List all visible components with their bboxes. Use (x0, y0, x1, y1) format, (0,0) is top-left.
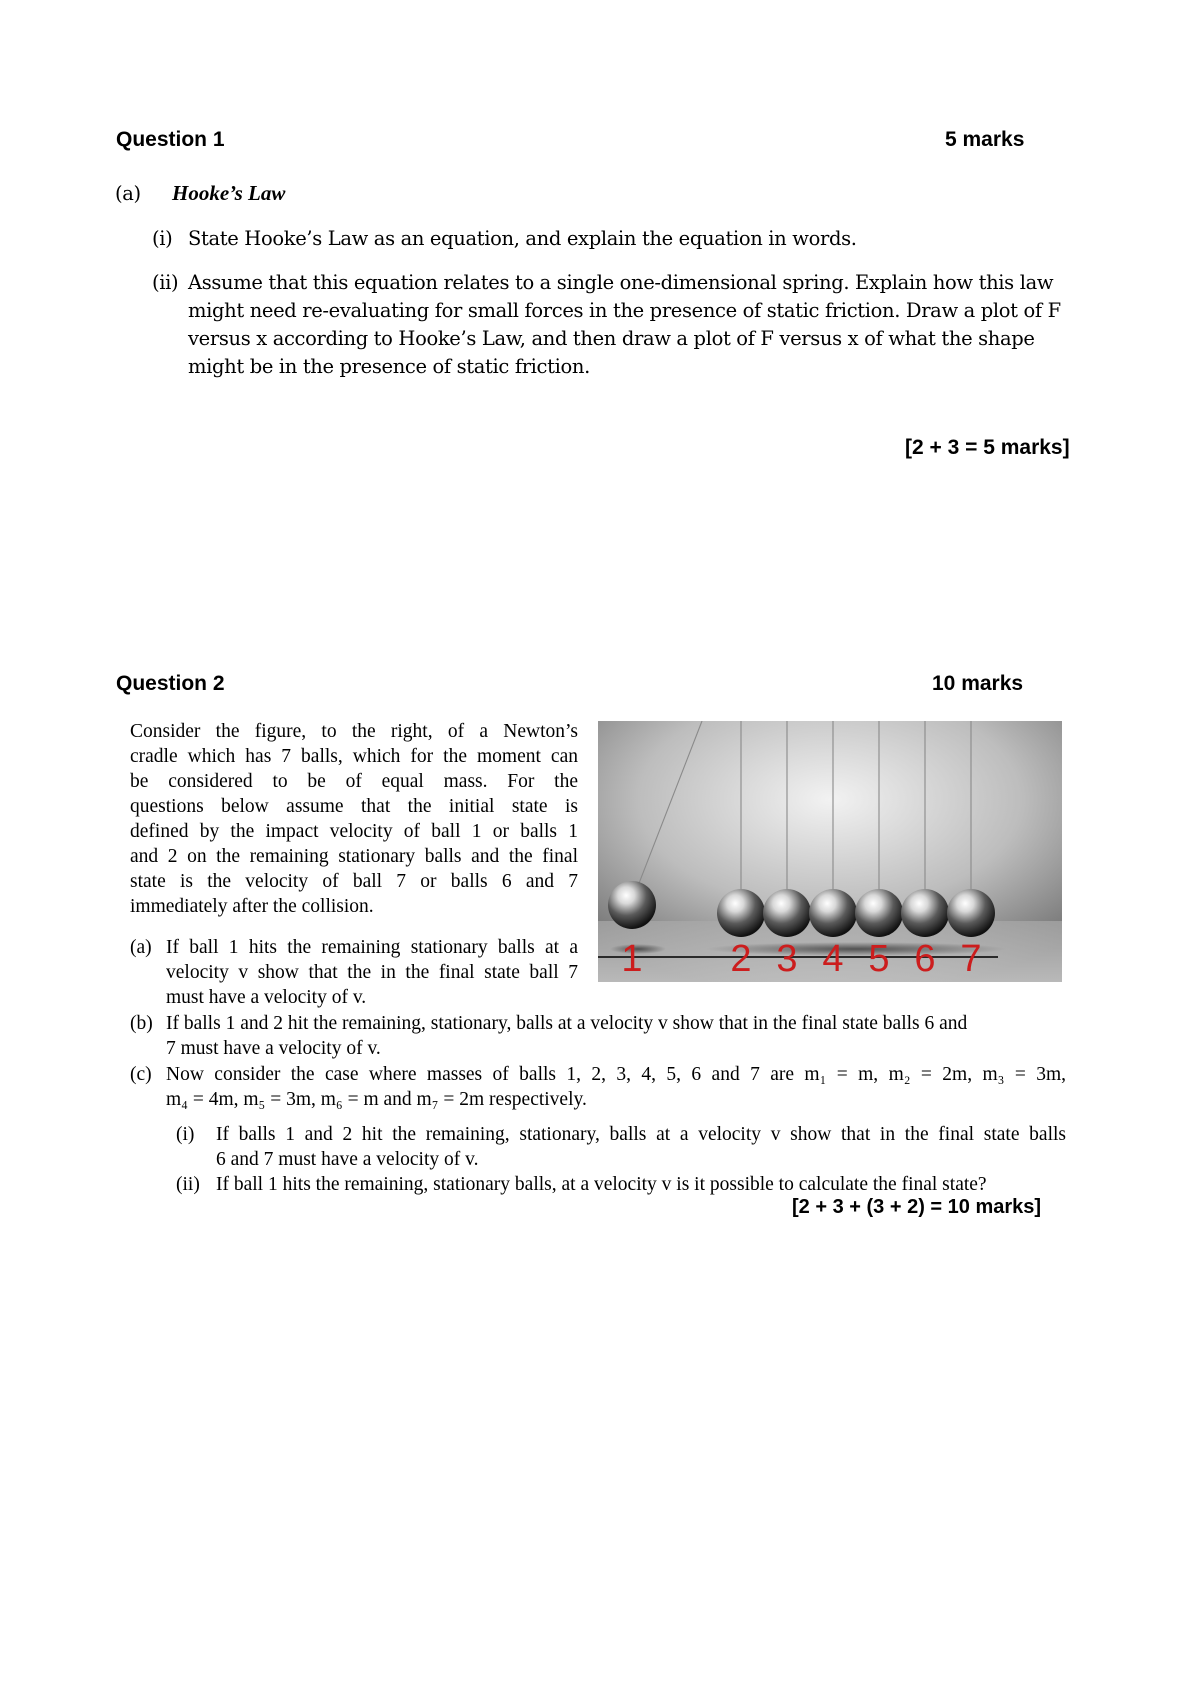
q1-part-a-label: (a) (115, 182, 141, 205)
ball-label-7: 7 (960, 938, 982, 980)
ball-label-1: 1 (621, 938, 643, 980)
q2-c-text (166, 1062, 1066, 1112)
ball-label-2: 2 (730, 938, 752, 980)
newtons-cradle-figure (598, 721, 1062, 982)
q2-c-line: m₄ = 4m, m₅ = 3m, m₆ = m and m₇ = 2m respectively. (166, 1089, 587, 1110)
q2-cii-label: (ii) (176, 1174, 200, 1195)
q2-c-label: (c) (130, 1064, 152, 1085)
q2-a-text (166, 935, 578, 1010)
q1-part-a-title: Hooke’s Law (172, 181, 286, 205)
q1-item-i-label: (i) (152, 227, 173, 250)
q2-intro-line: state is the velocity of ball 7 or balls 6 and 7 (130, 871, 578, 892)
q2-cii-text: If ball 1 hits the remaining, stationary balls, at a velocity v is it possible to calculate the final state? (216, 1174, 987, 1195)
q2-a-label: (a) (130, 937, 152, 958)
q2-intro (130, 719, 578, 919)
ball-4 (809, 889, 857, 937)
ball-1 (608, 881, 656, 929)
q2-b-text (166, 1011, 1066, 1061)
ball-7 (947, 889, 995, 937)
q1-item-ii-line: Assume that this equation relates to a single one-dimensional spring. Explain how this law (188, 271, 1054, 294)
newtons-cradle-illustration (598, 721, 1062, 982)
q1-item-ii-line: might be in the presence of static friction. (188, 355, 590, 378)
q2-c-line: Now consider the case where masses of balls 1, 2, 3, 4, 5, 6 and 7 are m₁ = m, m₂ = 2m, m₃ = 3m, (166, 1064, 1066, 1085)
ball-3 (763, 889, 811, 937)
q2-ci-line: 6 and 7 must have a velocity of v. (216, 1149, 479, 1170)
ball-2 (717, 889, 765, 937)
q2-a-line: velocity v show that the in the final state ball 7 (166, 962, 578, 983)
q2-intro-line: be considered to be of equal mass. For the (130, 771, 578, 792)
ball-5 (855, 889, 903, 937)
ball-label-5: 5 (868, 938, 890, 980)
q1-marks: 5 marks (945, 128, 1025, 151)
q2-total-marks: [2 + 3 + (3 + 2) = 10 marks] (792, 1196, 1042, 1218)
ball-6 (901, 889, 949, 937)
q1-item-ii-line: versus x according to Hooke’s Law, and then draw a plot of F versus x of what the shape (188, 327, 1035, 350)
q2-ci-line: If balls 1 and 2 hit the remaining, stationary, balls at a velocity v show that in the final state balls (216, 1124, 1066, 1145)
ball-label-6: 6 (914, 938, 936, 980)
q1-item-ii-label: (ii) (152, 271, 179, 294)
q2-title: Question 2 (116, 672, 225, 695)
q2-b-line: 7 must have a velocity of v. (166, 1038, 381, 1059)
q2-intro-line: immediately after the collision. (130, 896, 374, 917)
ball-label-4: 4 (822, 938, 844, 980)
q1-item-ii-line: might need re-evaluating for small forces in the presence of static friction. Draw a plot of F (188, 299, 1061, 322)
q2-ci-text (216, 1122, 1066, 1172)
q2-a-line: If ball 1 hits the remaining stationary balls at a (166, 937, 578, 958)
q2-intro-line: Consider the figure, to the right, of a Newton’s (130, 721, 578, 742)
q2-ci-label: (i) (176, 1124, 195, 1145)
q2-intro-line: defined by the impact velocity of ball 1 or balls 1 (130, 821, 578, 842)
q2-intro-line: questions below assume that the initial state is (130, 796, 578, 817)
q2-b-label: (b) (130, 1013, 153, 1034)
q1-item-i-text: State Hooke’s Law as an equation, and explain the equation in words. (188, 227, 857, 250)
q1-title: Question 1 (116, 128, 225, 151)
q2-a-line: must have a velocity of v. (166, 987, 367, 1008)
q2-intro-line: and 2 on the remaining stationary balls and the final (130, 846, 578, 867)
q2-marks: 10 marks (932, 672, 1024, 695)
q1-total-marks: [2 + 3 = 5 marks] (905, 436, 1070, 459)
q1-item-ii-text (188, 269, 1078, 381)
ball-label-3: 3 (776, 938, 798, 980)
q2-b-line: If balls 1 and 2 hit the remaining, stationary, balls at a velocity v show that in the final state balls 6 and (166, 1013, 968, 1034)
q2-intro-line: cradle which has 7 balls, which for the moment can (130, 746, 578, 767)
